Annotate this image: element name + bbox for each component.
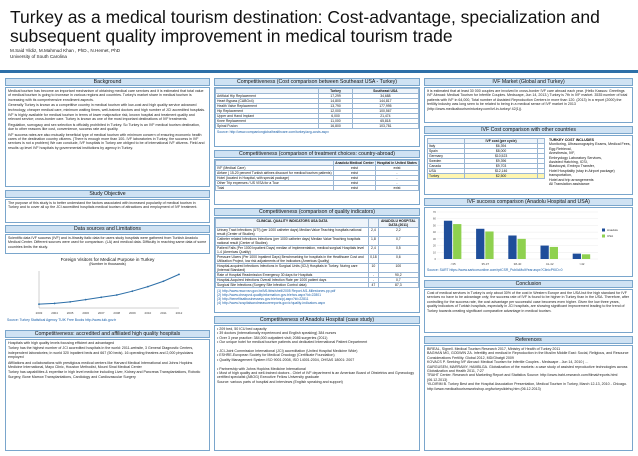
- jci-item: Affiliations and collaborations with prestigious medical centers like Harvard Medical International and Johns Hopkins Medicine International, Mayo Clinic, Houston Methodist, Mount Sinai Medical Center: [8, 360, 193, 370]
- table-cell: $10,523: [464, 154, 538, 159]
- quality-comparison-table: [215, 218, 419, 288]
- table-row: [216, 255, 419, 264]
- table-cell: Italy: [428, 144, 465, 149]
- ivf-market-text: It is estimated that at least 30 000 couples are involved in cross-border IVF care abroad each year. (Hello Kassus: Greetings IVF Abroad: Medical Tourism for Infertile Couples. Medscape, Jun 14, 2013.) Turkey is 7th in IVF market. 3535 number of total patients with IVF in 64,000, Total number of Assisted Reproduction Centers in more than 120. (2013) In a report (2000) the fertility industry was long seen to be related to being in a medical sense of IVF market in 2013 (http://www.medicaltourisminturkey.com/ivf-in-turkey/ 42(1)).: [427, 89, 628, 111]
- ivf-include-item: Hotel Hospitality (stay in Airport package) transportation,: [549, 168, 615, 178]
- table-cell: Total: [216, 186, 334, 191]
- table-cell: 177,995: [352, 104, 418, 109]
- table-cell: 90,2: [378, 273, 418, 278]
- table-cell: 12,000: [319, 109, 352, 114]
- ivf-market-box: [424, 87, 633, 123]
- legend-label: USA: [607, 234, 614, 238]
- background-paragraph: Regulation, surrogacy and sex selection is officially prohibited in Turkey. So Turkey is an IVF medical tourism destination, due to other reasons like cost, convenience, success rate and quality.: [8, 122, 201, 132]
- x-tick-label: >42: [579, 262, 585, 266]
- background-paragraph: IVF success rates are also mutually beneficial type of medical tourism with minimum concern of ensuring economic health cares of the destination country citizens. (There is enough more than 100- IVF laboratories in Turkey, the success in IVF services is not a problem) We can conclude, IVF hospitals in Turkey are obliged to be of international IVF citizens. Field and results up level IVF hospitals by governmental institutions by agency in Turkey.: [8, 132, 205, 150]
- anadolu-item: • 39 doctors (internationally experienced and English speaking) 384 nurses: [217, 331, 337, 336]
- y-tick-label: 30: [432, 236, 436, 241]
- reference-item: BIREAL, Signell. Medical Tourism Research 2017, Ministry of Health of Turkey 2011: [427, 347, 561, 351]
- y-tick-label: 20: [432, 243, 436, 248]
- x-tick-label: 38-40: [513, 262, 522, 266]
- table-cell: Rate of Hospital Readmission Emergency 30 days for Hospitals: [216, 273, 369, 278]
- foreign-visitors-source: Source: Turkey Statistical Agency TUIK Free Books http://www.tuik.gov.tr: [7, 318, 117, 322]
- jci-box: [5, 339, 210, 451]
- table-cell: 100,567: [352, 109, 418, 114]
- ivf-bar: [444, 221, 452, 259]
- table-cell: Health Valve Replacement: [216, 104, 319, 109]
- anadolu-item: • Partnership with Johns Hopkins Medicine International: [217, 366, 306, 371]
- table-cell: Surgical Site Infections (Surgery Site Infection Control data): [216, 283, 369, 288]
- references-list: [425, 346, 632, 392]
- ivf-cost-heading: IVF Cost comparison with other countries: [424, 126, 633, 134]
- table-cell: $9,703: [464, 164, 538, 169]
- ivf-bar: [485, 231, 493, 259]
- table-row: [216, 283, 419, 288]
- table-cell: Turkey: [428, 174, 465, 179]
- jci-item: Hospitals with high quality levels focusing efficient and advantaged: [8, 341, 115, 345]
- table-cell: 0,6: [378, 255, 418, 264]
- table-cell: -: [375, 176, 418, 181]
- x-tick-label: 2008: [113, 311, 121, 315]
- table-cell: 65,818: [352, 119, 418, 124]
- reference-item: GARGUSEN, MARRAMY, HAMBLGA. Globalization of the markets: a case study of assisted reproductive technologies across Globalization and Health 2011, 7:27: [427, 364, 628, 374]
- table-row: [216, 246, 419, 255]
- table-cell: 1,8: [369, 237, 379, 246]
- table-cell: 6,000: [319, 114, 352, 119]
- table-cell: Pressure Ulcers (Per 1000 Inpatient Days) Benchmarking for hospitals in the Healthcare Cost and Utilization Project, low risk adjustments of the indicators (Americas Quality): [216, 255, 369, 264]
- table-cell: Canada: [428, 164, 465, 169]
- table-cell: -: [369, 278, 379, 283]
- legend-swatch: [602, 235, 605, 238]
- anadolu-item: • Our unique hotel for medical tourism patients and dedicated International Patient Department: [217, 340, 368, 345]
- table-cell: $2,500: [464, 174, 538, 179]
- conclusion-text: Cost of medical services in Turkey is only about 30% of the cost in Western Europe and the USA but the high standard for IVF services no have to be advantage only; the success rate of IVF is found to be higher in Turkey than in the USA. Therefore, after controlling for the success rate, the cost advantage per successful case becomes even higher. Given the low three years, quality indicators of Turkish hospitals, especially in JCI hospitals, are showing significant improvement leading to the trend of Turkey towards creating significant comparative advantage in medical tourism.: [427, 291, 630, 313]
- quality-source: (1) http://www.nww.vsn.gov.bx/M1/bbs/shell/2005 Report-M1-Milestones.pp.pdf: [217, 289, 336, 293]
- table-cell: -: [375, 181, 418, 186]
- ivf-success-box: [424, 207, 633, 277]
- table-cell: Catheter related Infections Infections (per 1000 catheter days) Median Value Teaching hospitals national result (Center of Studies): [216, 237, 369, 246]
- table-cell: exist: [334, 176, 376, 181]
- table-cell: $8,000: [464, 149, 538, 154]
- ivf-success-source: Source: SART https://www.sartcorsonline.com/rptCSR_PublicMultYear.aspx?ClinicPKID=0: [427, 268, 563, 272]
- treatment-comparison-heading: Competitiveness (comparison of treatment choices: country-abroad): [214, 150, 420, 158]
- table-cell: 17,299: [319, 94, 352, 99]
- ivf-bar: [550, 247, 558, 259]
- table-cell: 100: [378, 264, 418, 273]
- background-paragraph: IVF is highly available for medical tourism in terms of lower malpractice risk, known hospital and treatment quality and relevant service; cross-border care. Turkey is known as one of the most important destinations of IVF treatments.: [8, 113, 195, 122]
- anadolu-item: • Most of high quality and well-trained doctors - Chief of IVF department is an American Board of Obstetrics and Gynecology certified specialist (ABOG) Executive Fellow University graduate: [217, 371, 415, 380]
- foreign-visitors-chart: [33, 268, 183, 316]
- x-tick-label: 2006: [82, 311, 90, 315]
- table-cell: -: [375, 171, 418, 176]
- ivf-bar: [573, 254, 581, 259]
- data-sources-heading: Data sources and Limitations: [5, 225, 210, 233]
- references-heading: References: [424, 336, 633, 344]
- table-row: [216, 228, 419, 237]
- table-header-cell: Anadolu Medical Center: [335, 161, 374, 165]
- table-cell: Upper and Hand Implant: [216, 114, 319, 119]
- x-tick-label: 2010: [144, 311, 152, 315]
- conclusion-box: [424, 289, 633, 333]
- ivf-include-item: Hotel and trip arrangements: [549, 177, 594, 182]
- ivf-cost-includes-list: [549, 142, 631, 186]
- y-tick-label: 60: [432, 216, 436, 221]
- ivf-market-heading: IVF Market (Global and Turkey): [424, 78, 633, 86]
- ivf-success-heading: IVF success comparison (Anadolu Hospital and USA): [424, 198, 633, 206]
- table-cell: 0,5: [378, 246, 418, 255]
- table-cell: Airfare ( 15-20 percent Turkish airlines discount for medical tourism patients): [217, 171, 332, 175]
- ivf-include-item: Egg Retrieval,: [549, 146, 572, 151]
- jci-list: [6, 340, 209, 381]
- quality-source: (3) http://benefitsatbusinessess.gov.tr/ehcs/pj.aspx?id=22811: [217, 297, 309, 301]
- cost-comparison-heading: Competitiveness (Cost comparison between Southeast USA - Turkey): [214, 78, 420, 86]
- quality-sources: [215, 288, 419, 306]
- poster-title: Turkey as a medical tourism destination: Cost-advantage, specialization and subsequent quality improvement in medical tourism trade: [10, 7, 600, 46]
- table-row: [216, 186, 419, 191]
- x-tick-label: 2004: [51, 311, 58, 315]
- study-objective-heading: Study Objective: [5, 190, 210, 198]
- table-cell: exist: [375, 186, 418, 191]
- y-tick-label: 70: [432, 210, 436, 214]
- x-tick-label: 2011: [160, 311, 167, 315]
- ivf-include-item: Assisted Hatching, ICSI,: [549, 160, 588, 165]
- table-cell: exist: [334, 181, 376, 186]
- ivf-cost-box: [424, 135, 633, 195]
- foreign-visitors-caption: (Number in thousands): [89, 262, 126, 266]
- table-header-cell: [369, 219, 379, 228]
- table-cell: Hospital-Acquired Infections Overall Infection Rate per 1000 patient days: [216, 278, 369, 283]
- ivf-cost-includes: [549, 138, 631, 186]
- table-cell: [538, 174, 545, 179]
- table-cell: 103,781: [352, 124, 418, 129]
- visitors-point: [38, 303, 40, 305]
- table-cell: 16,800: [319, 124, 352, 129]
- table-cell: Heart Bypass (CABGx4): [216, 99, 319, 104]
- legend-label: Anadolu: [607, 228, 619, 232]
- background-paragraph: Medical tourism has become an important mechanism of obtaining medical care services and it is estimated that total value of medical tourism is going to increase in various regions and countries. Turkey's market share in medical tourism is increasing with its comprehensive enrollment aspects.: [8, 89, 204, 102]
- ivf-success-chart: [427, 209, 632, 267]
- anadolu-box: [214, 325, 420, 451]
- table-cell: 0,7: [378, 278, 418, 283]
- jci-item: Turkey has the highest number of JCI accredited hospitals in the world: 2011-website, 3 General Diagnostic Centers, independent laboratories; in world 320 inpatient beds and 667 (50 beds). 16 operating theatres and 2,000 physicians employed: [8, 346, 194, 360]
- anadolu-item: • Over 3 year practice: 384,000 outpatient visit; 2086 surgeries (2011): [217, 335, 328, 340]
- quality-source: (4) http://www.hospitalsandmeasurereports.gov.tr/quality-indicators.aspx: [217, 301, 326, 305]
- x-tick-label: 2003: [35, 311, 43, 315]
- visitors-point: [100, 296, 102, 298]
- table-header-row: [216, 219, 419, 228]
- visitors-series-line: [39, 274, 179, 304]
- author-block: [10, 48, 310, 60]
- table-cell: Hospital-acquired Infections Infections in Surgical Units (ICU) Hospitals in Turkey. Nuring care (Internal Standard): [216, 264, 369, 273]
- table-header-cell: ANADOLU HOSPITAL DATA (2011): [378, 219, 418, 228]
- ivf-bar: [582, 254, 590, 259]
- table-cell: 0,18: [369, 255, 379, 264]
- background-paragraph: Generally Turkey is known as a competitive country in medical tourism with low-cost and high quality service advanced technology, cheaper medical care, minimum waiting times, well-trained doctors and high number of JCI accredited hospitals.: [8, 103, 206, 112]
- table-cell: 0,7: [378, 237, 418, 246]
- table-cell: Urinary Tract Infections (UTI) (per 1000 catheter days) Median Value Teaching hospitals national result (Center of Studies): [216, 228, 369, 237]
- x-tick-label: 41-42: [545, 262, 554, 266]
- ivf-bar: [541, 246, 549, 259]
- table-cell: Germany: [428, 154, 465, 159]
- table-cell: 10: [369, 264, 379, 273]
- table-cell: Sweden: [428, 159, 465, 164]
- table-cell: 34,688: [352, 94, 418, 99]
- x-tick-label: 2009: [128, 311, 136, 315]
- cost-comparison-box: [214, 87, 420, 147]
- data-sources-box: [5, 234, 210, 254]
- table-header-cell: Southeast USA: [352, 89, 418, 94]
- ivf-bar: [476, 229, 484, 259]
- anadolu-item: • Quality Management System ISO 9001:2008, ISO 14001:2004, OHSAS 18001: 2007: [217, 357, 355, 362]
- table-cell: $9,396: [464, 159, 538, 164]
- header-rule: [0, 70, 638, 73]
- y-tick-label: 0: [434, 257, 436, 261]
- table-cell: 47: [369, 283, 379, 288]
- table-cell: -: [369, 273, 379, 278]
- table-header-cell: Hospital in United States: [376, 161, 417, 165]
- reference-item: YILDIRIM B. Turkey Best and the Hospital Association Presentation, Medical Tourism in Turkey, March 12-13, 2010 - Chicago. http://www.medicaltourismworkshop.org/turkeyslidehq.htm (06.12.2013): [427, 382, 628, 391]
- table-row: [216, 237, 419, 246]
- legend-swatch: [602, 229, 605, 232]
- visitors-point: [147, 286, 149, 288]
- table-cell: Other Trip expenses / US VISA for a Tour: [216, 181, 334, 186]
- table-cell: Hotel (located in Hospital, with special package): [216, 176, 334, 181]
- table-cell: 2,2: [378, 228, 418, 237]
- y-tick-label: 10: [432, 250, 436, 255]
- table-cell: Hip Replacement: [216, 109, 319, 114]
- background-heading: Background: [5, 78, 210, 86]
- ivf-bar: [453, 224, 461, 259]
- study-objective-box: [5, 199, 210, 223]
- quality-comparison-heading: Competitiveness (comparison of quality indicators): [214, 208, 420, 216]
- y-tick-label: 40: [432, 230, 436, 235]
- ivf-include-item: Embryology Laboratory Services,: [549, 155, 602, 160]
- visitors-point: [69, 301, 71, 303]
- table-cell: 14,800: [319, 99, 352, 104]
- authors: M.Said Yildiz, M.Mahmud Khan , PhD., N.Hemet, PhD: [10, 48, 121, 53]
- table-cell: Patient Falls (Per 1000 Inpatient Days) median of implementation, medical surgical Hospitals level 1-4 (Americas Quality): [216, 246, 369, 255]
- visitors-point: [178, 273, 180, 275]
- table-row: [428, 174, 545, 179]
- visitors-point: [131, 290, 133, 292]
- table-row: [216, 124, 419, 129]
- jci-heading: Competitiveness: accredited and affiliated high quality hospitals: [5, 330, 210, 338]
- poster-header: [0, 0, 638, 70]
- ivf-include-item: All Translation assistance: [549, 182, 590, 187]
- table-header-cell: IVF cost (per cycle): [464, 139, 538, 144]
- background-text: [6, 88, 209, 152]
- visitors-point: [116, 294, 118, 296]
- table-cell: Spain: [428, 149, 465, 154]
- table-cell: 21,474: [352, 114, 418, 119]
- reference-item: TRAHT Center. Research and Marketing Report and Statistics Source: http://www.traht-research.com/filmat/reports.html (06.12.2013): [427, 373, 618, 382]
- table-cell: exist: [334, 186, 376, 191]
- ivf-include-item: Anesthesia, IVF,: [549, 151, 575, 156]
- table-cell: $6,394: [464, 144, 538, 149]
- ivf-cost-table: [427, 138, 545, 179]
- treatment-comparison-box: [214, 159, 420, 205]
- anadolu-item: Source: various parts of hospital and interviews (English speaking and support): [217, 379, 343, 384]
- data-sources-text: Scientific data IVF success (IVF) and in-Itirasity italic data for users study hospitals were gathered from Turkish Anadolu Medical Center. Different sources were used for comparison. (LA) and medical data. Difficulty in reaching same data of some countries limits the study.: [8, 236, 207, 249]
- table-cell: Knee Replacement: [216, 119, 319, 124]
- table-cell: exist: [375, 166, 418, 171]
- visitors-point: [163, 280, 165, 282]
- y-tick-label: 50: [432, 223, 436, 228]
- table-cell: $12,146: [464, 169, 538, 174]
- ivf-bar: [518, 239, 526, 259]
- table-cell: 87,3: [378, 283, 418, 288]
- table-cell: Spinal Fusion: [216, 124, 319, 129]
- x-tick-label: <35: [450, 262, 456, 266]
- foreign-visitors-heading: Foreign Visitors for Medical Purpose in Turkey: [60, 257, 155, 262]
- visitors-point: [85, 299, 87, 301]
- jci-item: Turkey has capabilities & expertise in high level medicine including Liver, Kidney and Pancreas Transplantations, Robotic Surgery, Bone Marrow Transplantations, Cardiology and Cardiovascular Surgery: [8, 370, 201, 379]
- table-cell: 144,817: [352, 99, 418, 104]
- x-tick-label: 2007: [97, 311, 105, 315]
- background-box: [5, 87, 210, 187]
- table-row: [216, 264, 419, 273]
- table-cell: USA: [428, 169, 465, 174]
- foreign-visitors-box: [5, 257, 210, 327]
- reference-item: BAGHAN MG, GODWIN ZA. Infertility and medical in Reproduction in the Muslim Middle East: Social, Religious, and Resource Considerations Fertility. Global 2012, MD/Ghatgti 2009: [427, 351, 629, 360]
- anadolu-heading: Competitiveness of Anadolu Hospital (case study): [214, 316, 420, 324]
- table-header-cell: Turkey: [319, 89, 352, 94]
- table-cell: 2,4: [369, 246, 379, 255]
- references-box: [424, 345, 633, 451]
- cost-comparison-table: [215, 88, 419, 129]
- treatment-comparison-table: [215, 160, 419, 191]
- ivf-include-item: Monitoring, Ultrasonography Exams, Medical Fees,: [549, 142, 631, 147]
- table-cell: Artificial Hip Replacement: [216, 94, 319, 99]
- table-header-cell: CLINICAL QUALITY INDICATORS USA DATA: [216, 219, 369, 228]
- ivf-cost-includes-title: TURKEY COST INCLUDES: [549, 138, 595, 142]
- table-cell: 13,790: [319, 104, 352, 109]
- affiliation: University of South Carolina: [10, 54, 67, 59]
- table-cell: 11,000: [319, 119, 352, 124]
- x-tick-label: 35-37: [481, 262, 490, 266]
- table-cell: IVF (Medical Care): [216, 166, 334, 171]
- ivf-include-item: Blastocyst, Embryo Transfer,: [549, 164, 595, 169]
- x-tick-label: 2012: [175, 311, 183, 315]
- reference-item: KOVACS P. Seeking IVF Abroad: Medical Tourism for Infertile Couples - Medscape - Jun 14, 2010 | ...: [427, 360, 589, 365]
- study-objective-text: The purpose of this study is to better understand the factors associated with increased popularity of medical tourism in Turkey and to cover all up the JCI accredited hospitals medical tourism of attractions and employment of IVF treatment.: [8, 201, 198, 210]
- anadolu-item: • JCI-Joint Commission International (JCI) accreditation (United Hospital Medicine Wide): [217, 349, 358, 354]
- table-cell: exist: [334, 166, 376, 171]
- anadolu-list: [215, 326, 419, 385]
- table-cell: exist: [334, 171, 376, 176]
- conclusion-heading: Conclusion: [424, 280, 633, 288]
- x-tick-label: 2005: [66, 311, 74, 315]
- quality-source: (2) http://www.cheapvol.qualityinformation.gov.tr/ehcs.aspx?id=22801: [217, 293, 322, 297]
- cost-comparison-source: Source: http://www.companionglobalhealthcare.com/turkey/avg-costs.aspx: [217, 130, 329, 134]
- anadolu-item: • 209 bed, 50 ICU bed capacity: [217, 327, 267, 331]
- ivf-bar: [508, 236, 516, 260]
- anadolu-item: • ESHRE-European Society for Medical Oncology (Certificate Foundation): [217, 353, 335, 358]
- quality-comparison-box: [214, 217, 420, 313]
- table-cell: 2,4: [369, 228, 379, 237]
- visitors-point: [54, 303, 56, 305]
